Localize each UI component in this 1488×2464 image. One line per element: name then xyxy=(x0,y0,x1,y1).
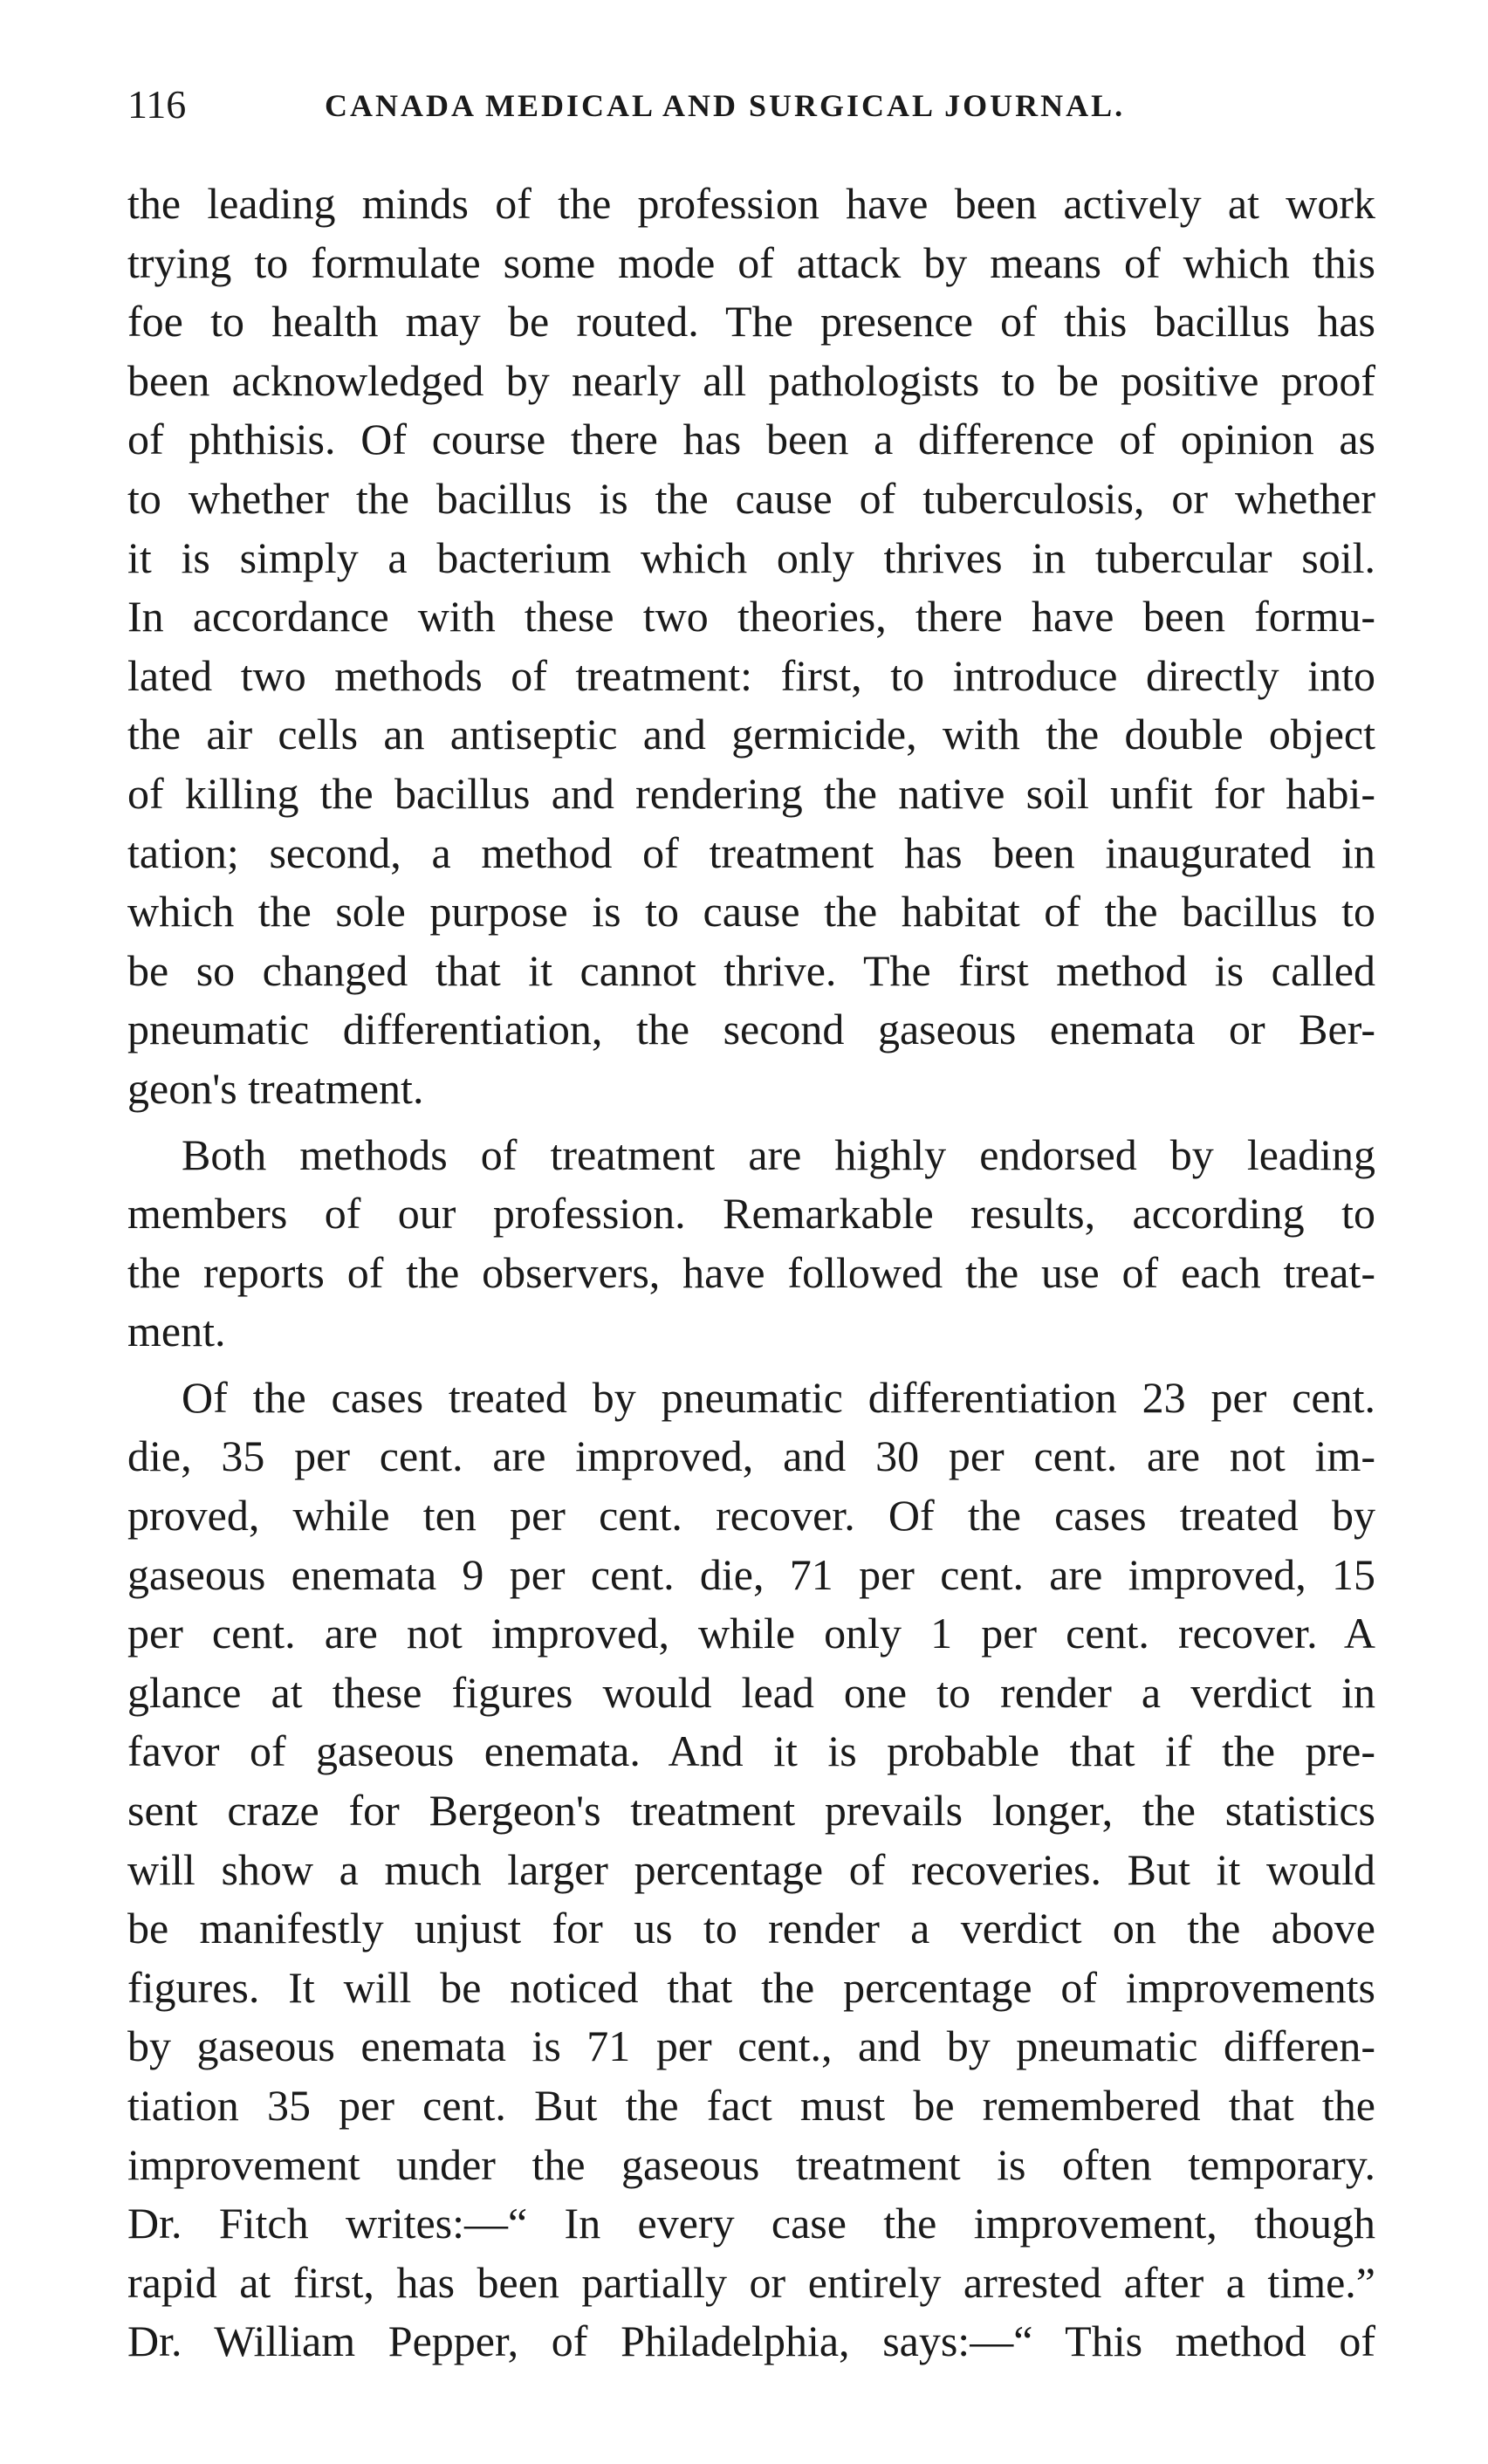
text-line: Dr. Fitch writes:—“ In every case the improvement, though xyxy=(127,2199,1375,2248)
text-line: proved, while ten per cent. recover. Of the cases treated by xyxy=(127,1491,1375,1541)
text-line: die, 35 per cent. are improved, and 30 per cent. are not im- xyxy=(127,1431,1375,1481)
text-line: ment. xyxy=(127,1307,226,1356)
text-line: foe to health may be routed. The presence of this bacillus has xyxy=(127,297,1375,347)
text-line: In accordance with these two theories, there have been formu- xyxy=(127,592,1375,642)
text-line: the leading minds of the profession have been actively at work xyxy=(127,179,1375,228)
text-line: which the sole purpose is to cause the habitat of the bacillus to xyxy=(127,887,1375,937)
text-line: of phthisis. Of course there has been a difference of opinion as xyxy=(127,415,1375,464)
text-line: Dr. William Pepper, of Philadelphia, says:—“ This method of xyxy=(127,2316,1375,2366)
running-head xyxy=(127,80,1375,133)
text-line: will show a much larger percentage of recoveries. But it would xyxy=(127,1844,1375,1894)
text-line: members of our profession. Remarkable results, according to xyxy=(127,1189,1375,1239)
text-line: per cent. are not improved, while only 1 per cent. recover. A xyxy=(127,1609,1375,1658)
text-line: of killing the bacillus and rendering the native soil unfit for habi- xyxy=(127,768,1375,818)
text-line: tation; second, a method of treatment has been inaugurated in xyxy=(127,827,1375,877)
text-line: glance at these figures would lead one to render a verdict in xyxy=(127,1667,1375,1717)
text-line: trying to formulate some mode of attack by means of which this xyxy=(127,237,1375,287)
body-text xyxy=(127,175,1375,2371)
text-line: sent craze for Bergeon's treatment prevails longer, the statistics xyxy=(127,1786,1375,1836)
text-line: the reports of the observers, have followed the use of each treat- xyxy=(127,1247,1375,1297)
text-line: pneumatic differentiation, the second gaseous enemata or Ber- xyxy=(127,1005,1375,1054)
text-line: favor of gaseous enemata. And it is probable that if the pre- xyxy=(127,1726,1375,1776)
text-line: been acknowledged by nearly all pathologists to be positive proof xyxy=(127,355,1375,405)
text-line: be so changed that it cannot thrive. The first method is called xyxy=(127,945,1375,995)
text-line: it is simply a bacterium which only thrives in tubercular soil. xyxy=(127,532,1375,582)
journal-title: CANADA MEDICAL AND SURGICAL JOURNAL. xyxy=(325,88,1126,123)
paragraph xyxy=(127,175,1375,1119)
text-line: geon's treatment. xyxy=(127,1063,424,1113)
paragraph xyxy=(127,1126,1375,1362)
text-line: to whether the bacillus is the cause of tuberculosis, or whether xyxy=(127,473,1375,523)
text-line: by gaseous enemata is 71 per cent., and by pneumatic differen- xyxy=(127,2021,1375,2071)
text-line: figures. It will be noticed that the percentage of improvements xyxy=(127,1962,1375,2012)
text-line: lated two methods of treatment: first, to introduce directly into xyxy=(127,650,1375,700)
text-line: Of the cases treated by pneumatic differentiation 23 per cent. xyxy=(182,1372,1375,1422)
text-line: rapid at first, has been partially or entirely arrested after a time.” xyxy=(127,2257,1375,2307)
page-number: 116 xyxy=(127,82,187,127)
text-line: Both methods of treatment are highly endorsed by leading xyxy=(182,1129,1375,1179)
text-line: gaseous enemata 9 per cent. die, 71 per cent. are improved, 15 xyxy=(127,1549,1375,1599)
text-line: tiation 35 per cent. But the fact must be remembered that the xyxy=(127,2081,1375,2130)
text-line: the air cells an antiseptic and germicide, with the double object xyxy=(127,710,1375,759)
text-line: improvement under the gaseous treatment is often temporary. xyxy=(127,2139,1375,2189)
paragraph xyxy=(127,1369,1375,2371)
text-line: be manifestly unjust for us to render a verdict on the above xyxy=(127,1904,1375,1953)
